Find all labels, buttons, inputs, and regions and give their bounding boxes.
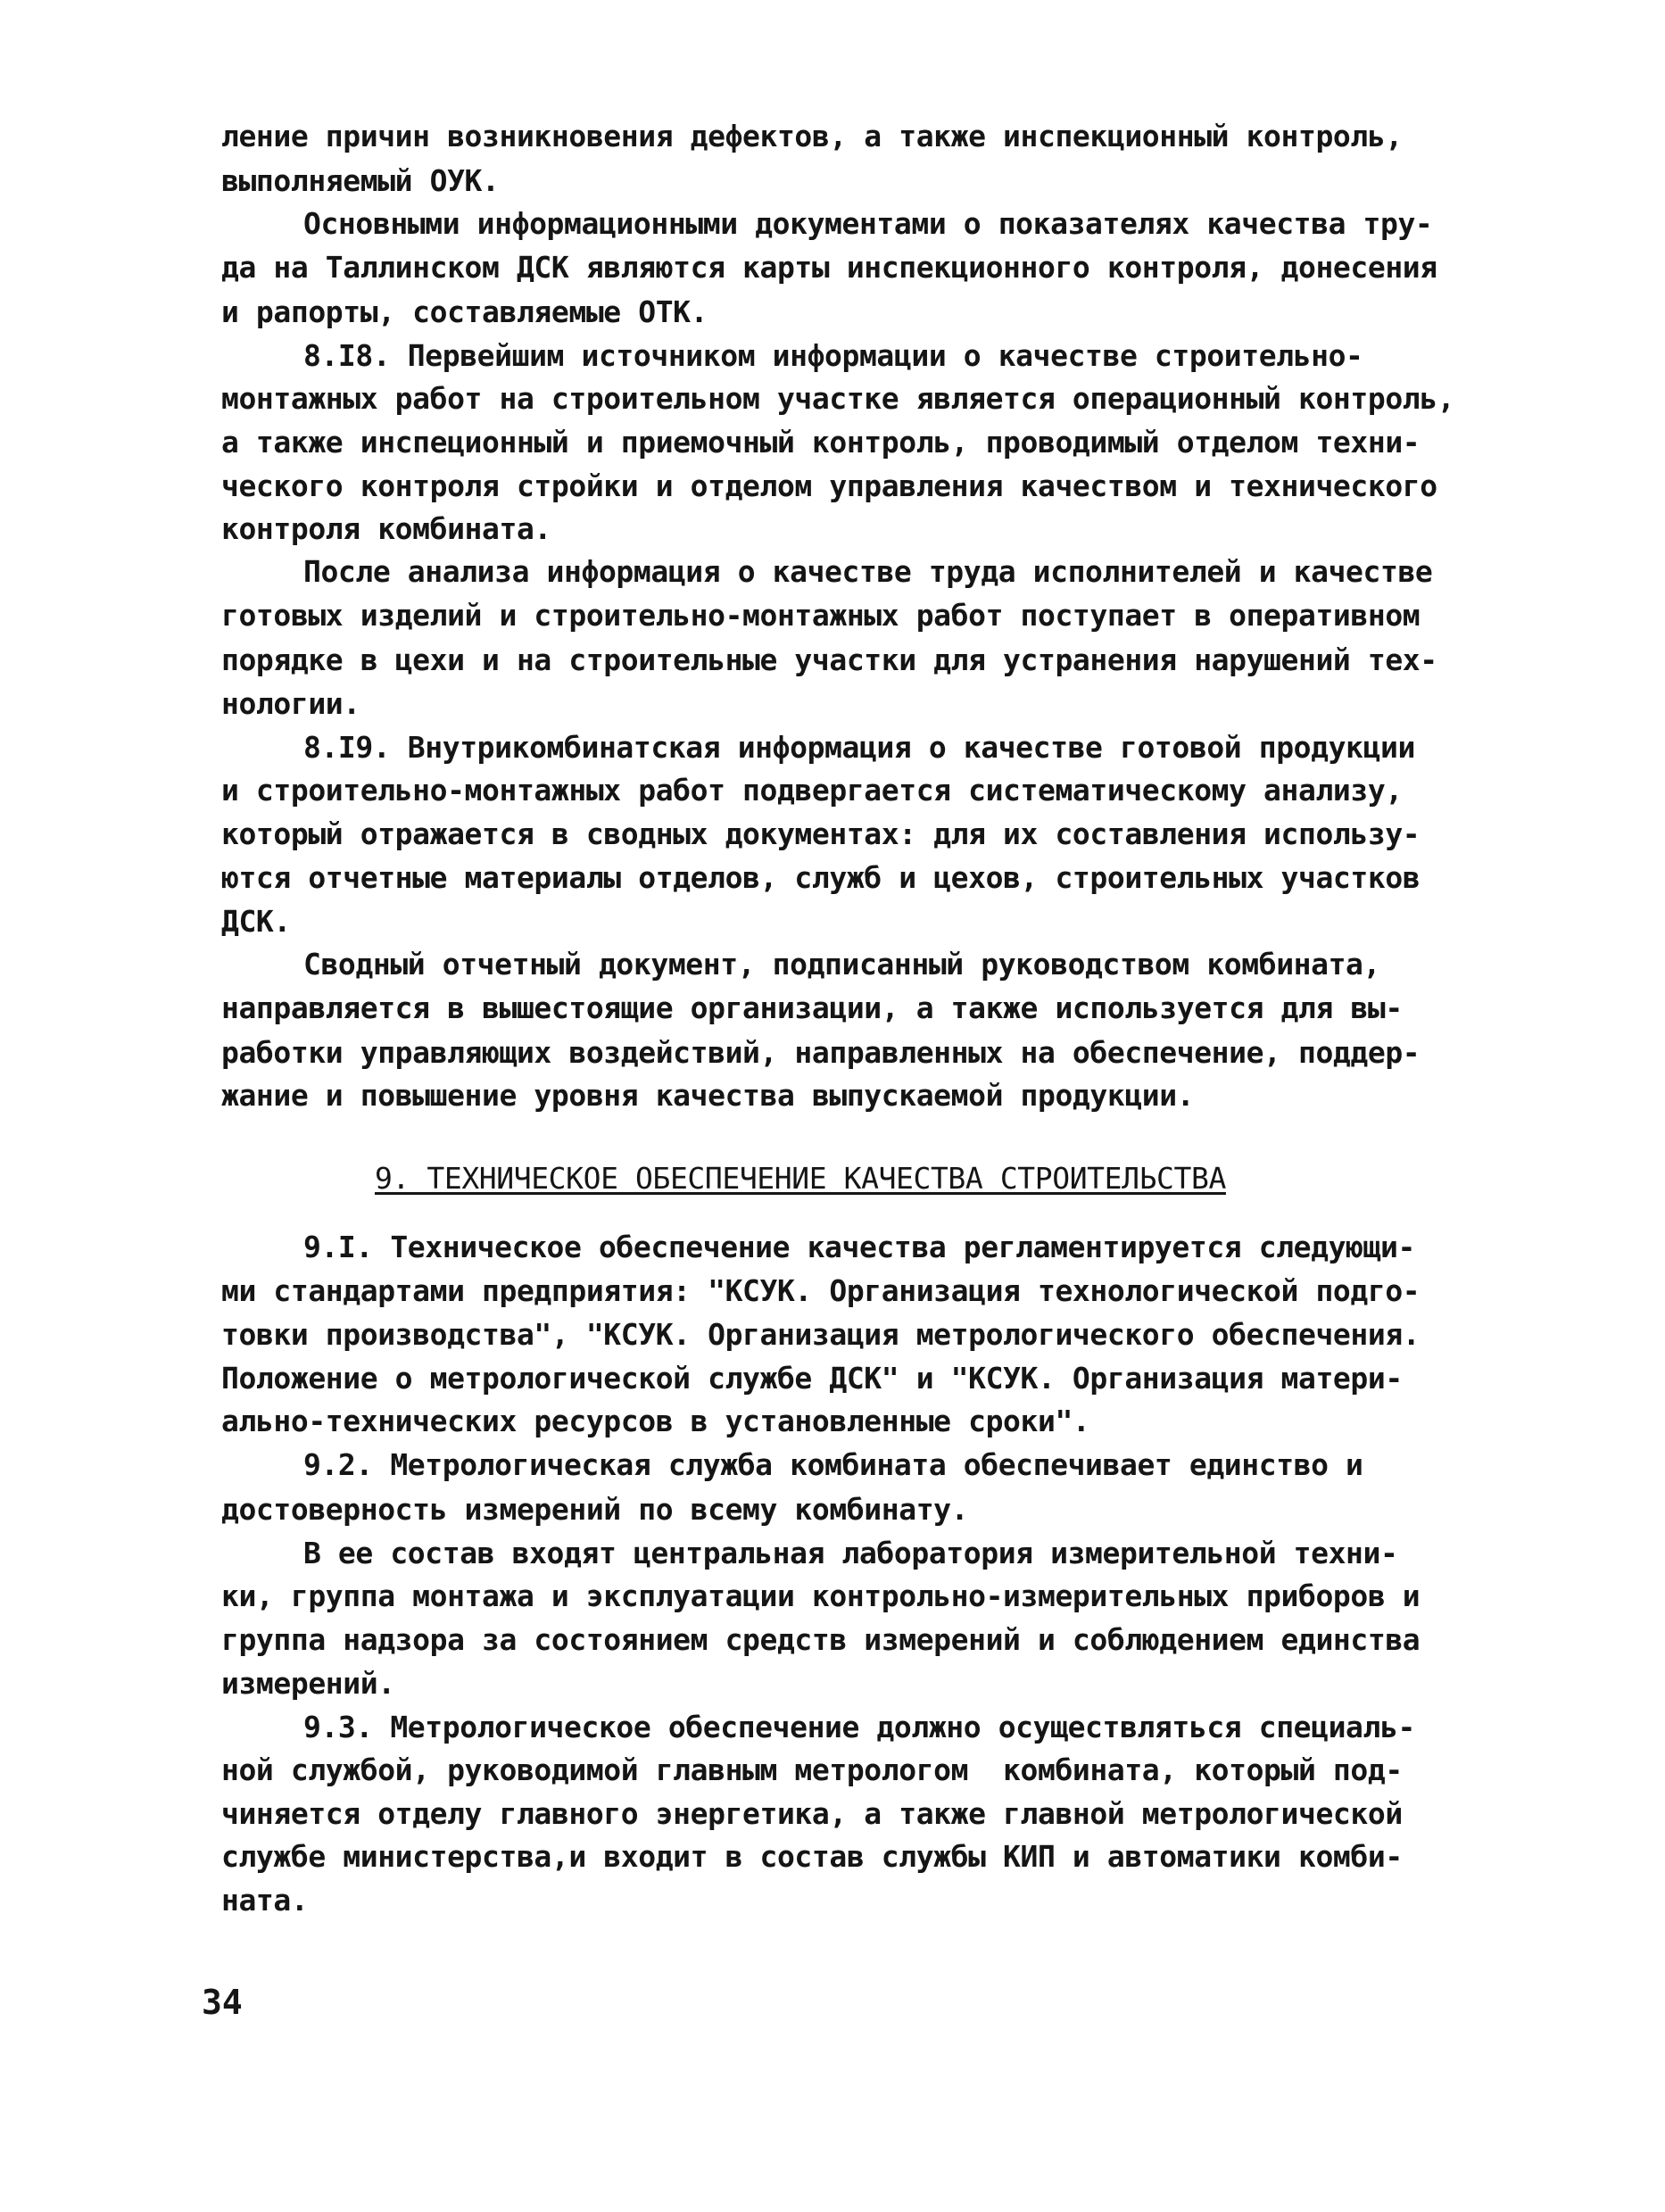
text-line: ческого контроля стройки и отделом управления качеством и технического bbox=[221, 468, 1437, 503]
text-line: Положение о метрологической службе ДСК" и "КСУК. Организация матери- bbox=[221, 1361, 1403, 1396]
text-line: Основными информационными документами о показателях качества тру- bbox=[303, 206, 1433, 241]
text-line: 8.I9. Внутрикомбинатская информация о качестве готовой продукции bbox=[303, 730, 1415, 765]
text-line: 9.3. Метрологическое обеспечение должно осуществляться специаль- bbox=[303, 1710, 1415, 1744]
text-line: После анализа информация о качестве труда исполнителей и качестве bbox=[303, 554, 1433, 589]
text-line: ются отчетные материалы отделов, служб и цехов, строительных участков bbox=[221, 860, 1421, 895]
text-line: жание и повышение уровня качества выпускаемой продукции. bbox=[221, 1078, 1195, 1113]
text-line: контроля комбината. bbox=[221, 511, 551, 546]
text-line: группа надзора за состоянием средств измерений и соблюдением единства bbox=[221, 1622, 1421, 1657]
text-line: да на Таллинском ДСК являются карты инспекционного контроля, донесения bbox=[221, 250, 1437, 285]
text-line: и строительно-монтажных работ подвергается систематическому анализу, bbox=[221, 773, 1403, 808]
text-line: ми стандартами предприятия: "КСУК. Организация технологической подго- bbox=[221, 1273, 1421, 1308]
text-line: чиняется отделу главного энергетика, а также главной метрологической bbox=[221, 1796, 1403, 1831]
text-line: Сводный отчетный документ, подписанный руководством комбината, bbox=[303, 947, 1380, 982]
text-line: направляется в вышестоящие организации, а также используется для вы- bbox=[221, 990, 1403, 1025]
text-line: 9.2. Метрологическая служба комбината обеспечивает единство и bbox=[303, 1447, 1363, 1482]
text-line: ление причин возникновения дефектов, а также инспекционный контроль, bbox=[221, 119, 1403, 153]
page-number: 34 bbox=[202, 1983, 243, 2022]
text-line: и рапорты, составляемые ОТК. bbox=[221, 294, 708, 329]
text-line: ально-технических ресурсов в установленные сроки". bbox=[221, 1404, 1090, 1438]
text-line: 9.I. Техническое обеспечение качества регламентируется следующи- bbox=[303, 1230, 1415, 1264]
text-line: готовых изделий и строительно-монтажных работ поступает в оперативном bbox=[221, 598, 1421, 633]
text-line: В ее состав входят центральная лаборатория измерительной техни- bbox=[303, 1536, 1398, 1570]
text-line: ки, группа монтажа и эксплуатации контрольно-измерительных приборов и bbox=[221, 1578, 1421, 1613]
text-line: монтажных работ на строительном участке является операционный контроль, bbox=[221, 381, 1455, 416]
text-line: ната. bbox=[221, 1883, 309, 1918]
text-line: товки производства", "КСУК. Организация метрологического обеспечения. bbox=[221, 1317, 1421, 1352]
text-line: а также инспеционный и приемочный контроль, проводимый отделом техни- bbox=[221, 425, 1421, 460]
text-line: нологии. bbox=[221, 686, 360, 721]
text-line: измерений. bbox=[221, 1666, 395, 1701]
text-line: ной службой, руководимой главным метрологом комбината, который под- bbox=[221, 1752, 1403, 1787]
section-heading: 9. ТЕХНИЧЕСКОЕ ОБЕСПЕЧЕНИЕ КАЧЕСТВА СТРОИТЕЛЬСТВА bbox=[375, 1161, 1226, 1196]
text-line: 8.I8. Первейшим источником информации о качестве строительно- bbox=[303, 338, 1363, 373]
text-line: работки управляющих воздействий, направленных на обеспечение, поддер- bbox=[221, 1035, 1421, 1070]
text-line: который отражается в сводных документах: для их составления использу- bbox=[221, 816, 1421, 851]
text-line: ДСК. bbox=[221, 904, 291, 939]
text-line: порядке в цехи и на строительные участки для устранения нарушений тех- bbox=[221, 642, 1437, 677]
text-line: достоверность измерений по всему комбинату. bbox=[221, 1492, 969, 1527]
text-line: выполняемый ОУК. bbox=[221, 163, 500, 198]
text-line: службе министерства,и входит в состав службы КИП и автоматики комби- bbox=[221, 1839, 1403, 1874]
